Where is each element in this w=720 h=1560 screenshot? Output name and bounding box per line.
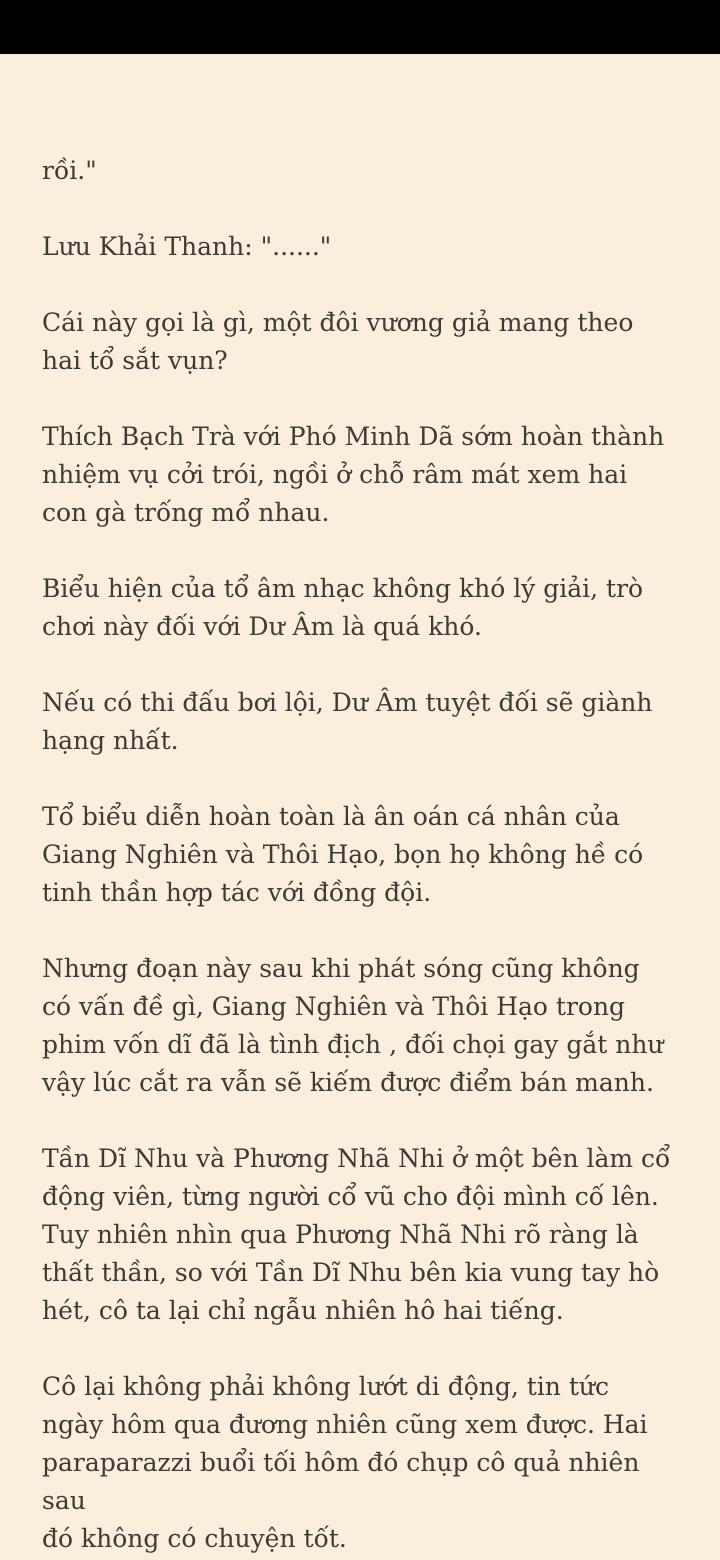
- reader-page[interactable]: [0, 54, 720, 1560]
- chapter-text[interactable]: [42, 152, 682, 1553]
- status-bar: [0, 0, 720, 54]
- paragraph: Lưu Khải Thanh: "......": [42, 232, 332, 261]
- paragraph: Tổ biểu diễn hoàn toàn là ân oán cá nhân của Giang Nghiên và Thôi Hạo, bọn họ không hề có tinh thần hợp tác với đồng đội.: [42, 802, 644, 907]
- paragraph: Nhưng đoạn này sau khi phát sóng cũng không có vấn đề gì, Giang Nghiên và Thôi Hạo trong phim vốn dĩ đã là tình địch , đối chọi gay gắt như vậy lúc cắt ra vẫn sẽ kiếm được điểm bán manh.: [42, 954, 664, 1097]
- paragraph: Tần Dĩ Nhu và Phương Nhã Nhi ở một bên làm cổ động viên, từng người cổ vũ cho đội mình cố lên. Tuy nhiên nhìn qua Phương Nhã Nhi rõ ràng là thất thần, so với Tần Dĩ Nhu bên kia vung tay hò hét, cô ta lại chỉ ngẫu nhiên hô hai tiếng.: [42, 1144, 671, 1325]
- paragraph: Biểu hiện của tổ âm nhạc không khó lý giải, trò chơi này đối với Dư Âm là quá khó.: [42, 574, 644, 641]
- paragraph: Cô lại không phải không lướt di động, tin tức ngày hôm qua đương nhiên cũng xem được. Hai paraparazzi buổi tối hôm đó chụp cô quả nhiên sau đó không có chuyện tốt.: [42, 1372, 648, 1553]
- paragraph: Cái này gọi là gì, một đôi vương giả mang theo hai tổ sắt vụn?: [42, 308, 634, 375]
- paragraph: rồi.": [42, 156, 97, 185]
- paragraph: Nếu có thi đấu bơi lội, Dư Âm tuyệt đối sẽ giành hạng nhất.: [42, 688, 653, 755]
- paragraph: Thích Bạch Trà với Phó Minh Dã sớm hoàn thành nhiệm vụ cởi trói, ngồi ở chỗ râm mát xem hai con gà trống mổ nhau.: [42, 422, 665, 527]
